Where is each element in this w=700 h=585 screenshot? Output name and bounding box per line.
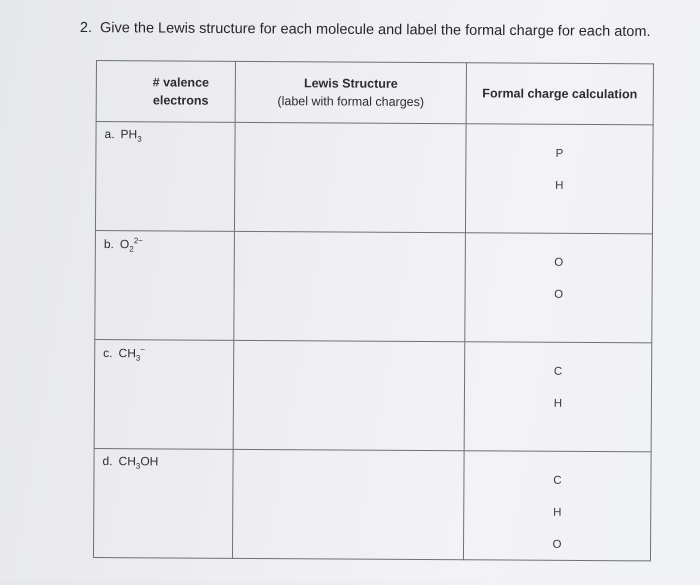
- question-number: 2.: [79, 20, 93, 37]
- formal-cell-c[interactable]: [464, 342, 652, 452]
- worksheet-table: [93, 60, 654, 561]
- atom-label: P: [555, 147, 564, 160]
- molecule-label-b: b. $O_2^{2-}$: [103, 236, 143, 254]
- header-lewis-line1: Lewis Structure: [303, 76, 398, 91]
- header-valence-line1: # valence: [152, 75, 210, 90]
- atom-label: H: [553, 397, 563, 410]
- header-lewis-line2: (label with formal charges): [277, 94, 425, 110]
- atom-label: O: [552, 538, 562, 551]
- formal-cell-b[interactable]: [465, 233, 653, 343]
- atom-label: O: [554, 288, 564, 301]
- header-lewis-structure: [235, 61, 466, 123]
- valence-cell-b[interactable]: [95, 231, 235, 341]
- valence-cell-d[interactable]: [93, 449, 233, 559]
- molecule-label-d: d. $CH_3OH$: [102, 454, 159, 471]
- lewis-cell-a[interactable]: [234, 122, 466, 232]
- formal-cell-a[interactable]: [465, 124, 653, 234]
- table-row: [94, 340, 652, 452]
- table-row: [93, 449, 651, 561]
- lewis-cell-c[interactable]: [233, 340, 465, 450]
- molecule-label-a: a. $PH_3$: [104, 127, 142, 144]
- atom-label: H: [553, 506, 562, 519]
- atom-label: C: [553, 365, 563, 378]
- header-formal-charge: [466, 63, 653, 125]
- header-row: [96, 61, 653, 125]
- header-formal-label: Formal charge calculation: [482, 86, 638, 102]
- table-row: [95, 122, 653, 234]
- molecule-label-c: c. $CH_3^-$: [103, 345, 146, 363]
- header-valence-electrons: [96, 61, 235, 123]
- valence-cell-c[interactable]: [94, 340, 234, 450]
- atom-label: C: [553, 474, 562, 487]
- table-row: [95, 231, 653, 343]
- header-valence-line2: electrons: [152, 93, 209, 108]
- atom-label: O: [554, 256, 564, 269]
- lewis-cell-d[interactable]: [232, 449, 464, 559]
- valence-cell-a[interactable]: [95, 122, 235, 232]
- atom-label: H: [555, 179, 564, 192]
- formal-cell-d[interactable]: [463, 451, 651, 561]
- lewis-cell-b[interactable]: [234, 231, 466, 341]
- question-text: Give the Lewis structure for each molecule and label the formal charge for each atom.: [99, 20, 651, 40]
